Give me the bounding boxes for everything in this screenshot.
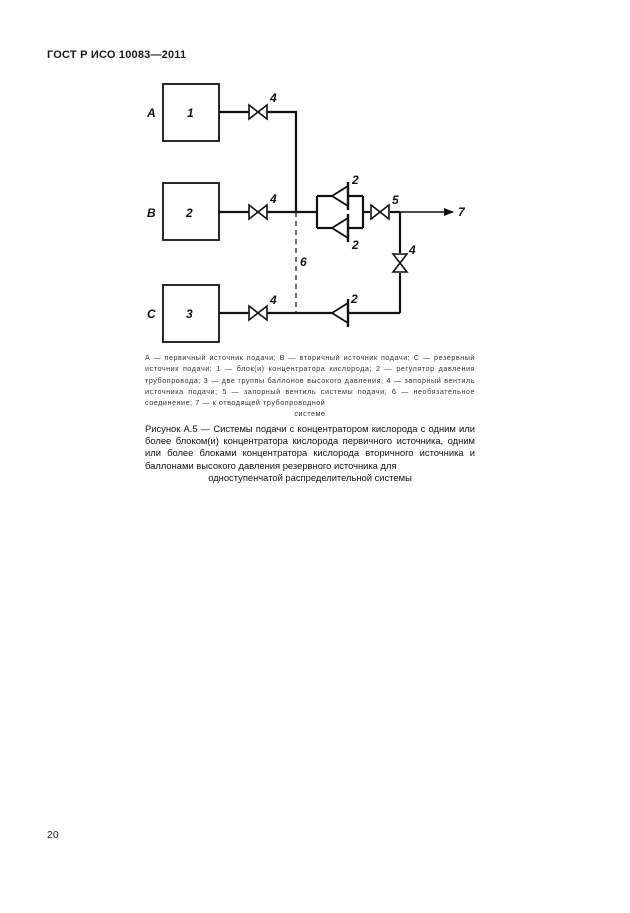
source-label-c: C: [147, 307, 156, 321]
box-number-2: 2: [186, 206, 193, 220]
source-valve-1: [249, 105, 267, 119]
legend-last-line: системе: [294, 409, 326, 419]
system-valve: [371, 205, 389, 219]
source-valve-3: [249, 306, 267, 320]
source-valve-2: [249, 205, 267, 219]
regulator-label-2-reserve: 2: [351, 292, 358, 306]
outlet-label-7: 7: [458, 205, 465, 219]
figure-caption: [145, 423, 475, 484]
valve-label-4b: 4: [270, 192, 277, 206]
pressure-regulator-lower: [332, 214, 348, 242]
source-label-a: A: [147, 106, 156, 120]
valve-label-4a: 4: [270, 91, 277, 105]
box-number-1: 1: [187, 106, 194, 120]
legend-text: A — первичный источник подачи; B — вторичный источник подачи; C — резервный источник подачи; 1 — блок(и) концентратора кислорода; 2 — регулятор давления трубопровода; 3 — две группы баллонов высокого давления; 4 — запорный вентиль источника подачи; 5 — запорный вентиль системы подачи; 6 — необязательное соединение; 7 — к отводящей трубопроводной: [145, 353, 475, 408]
caption-last-line: одноступенчатой распределительной системы: [208, 471, 412, 483]
caption-text: Рисунок А.5 — Системы подачи с концентратором кислорода с одним или более блоком(и) концентратора кислорода первичного источника, одним или более блоками концентратора кислорода вторичного источника и баллонами высокого давления резервного источника для: [145, 423, 475, 471]
pressure-regulator-upper: [332, 182, 348, 210]
system-valve-label-5: 5: [392, 193, 399, 207]
valve-label-4c: 4: [270, 293, 277, 307]
document-header: ГОСТ Р ИСО 10083—2011: [47, 49, 187, 61]
regulator-label-2-lower: 2: [352, 238, 359, 252]
regulator-label-2-upper: 2: [352, 173, 359, 187]
optional-connection-label-6: 6: [300, 255, 307, 269]
valve-label-4d: 4: [409, 243, 416, 257]
reserve-line-valve: [393, 254, 407, 272]
page-number: 20: [47, 829, 59, 841]
figure-legend: [145, 352, 475, 420]
pressure-regulator-reserve: [332, 299, 348, 327]
box-number-3: 3: [186, 307, 193, 321]
source-label-b: B: [147, 206, 156, 220]
